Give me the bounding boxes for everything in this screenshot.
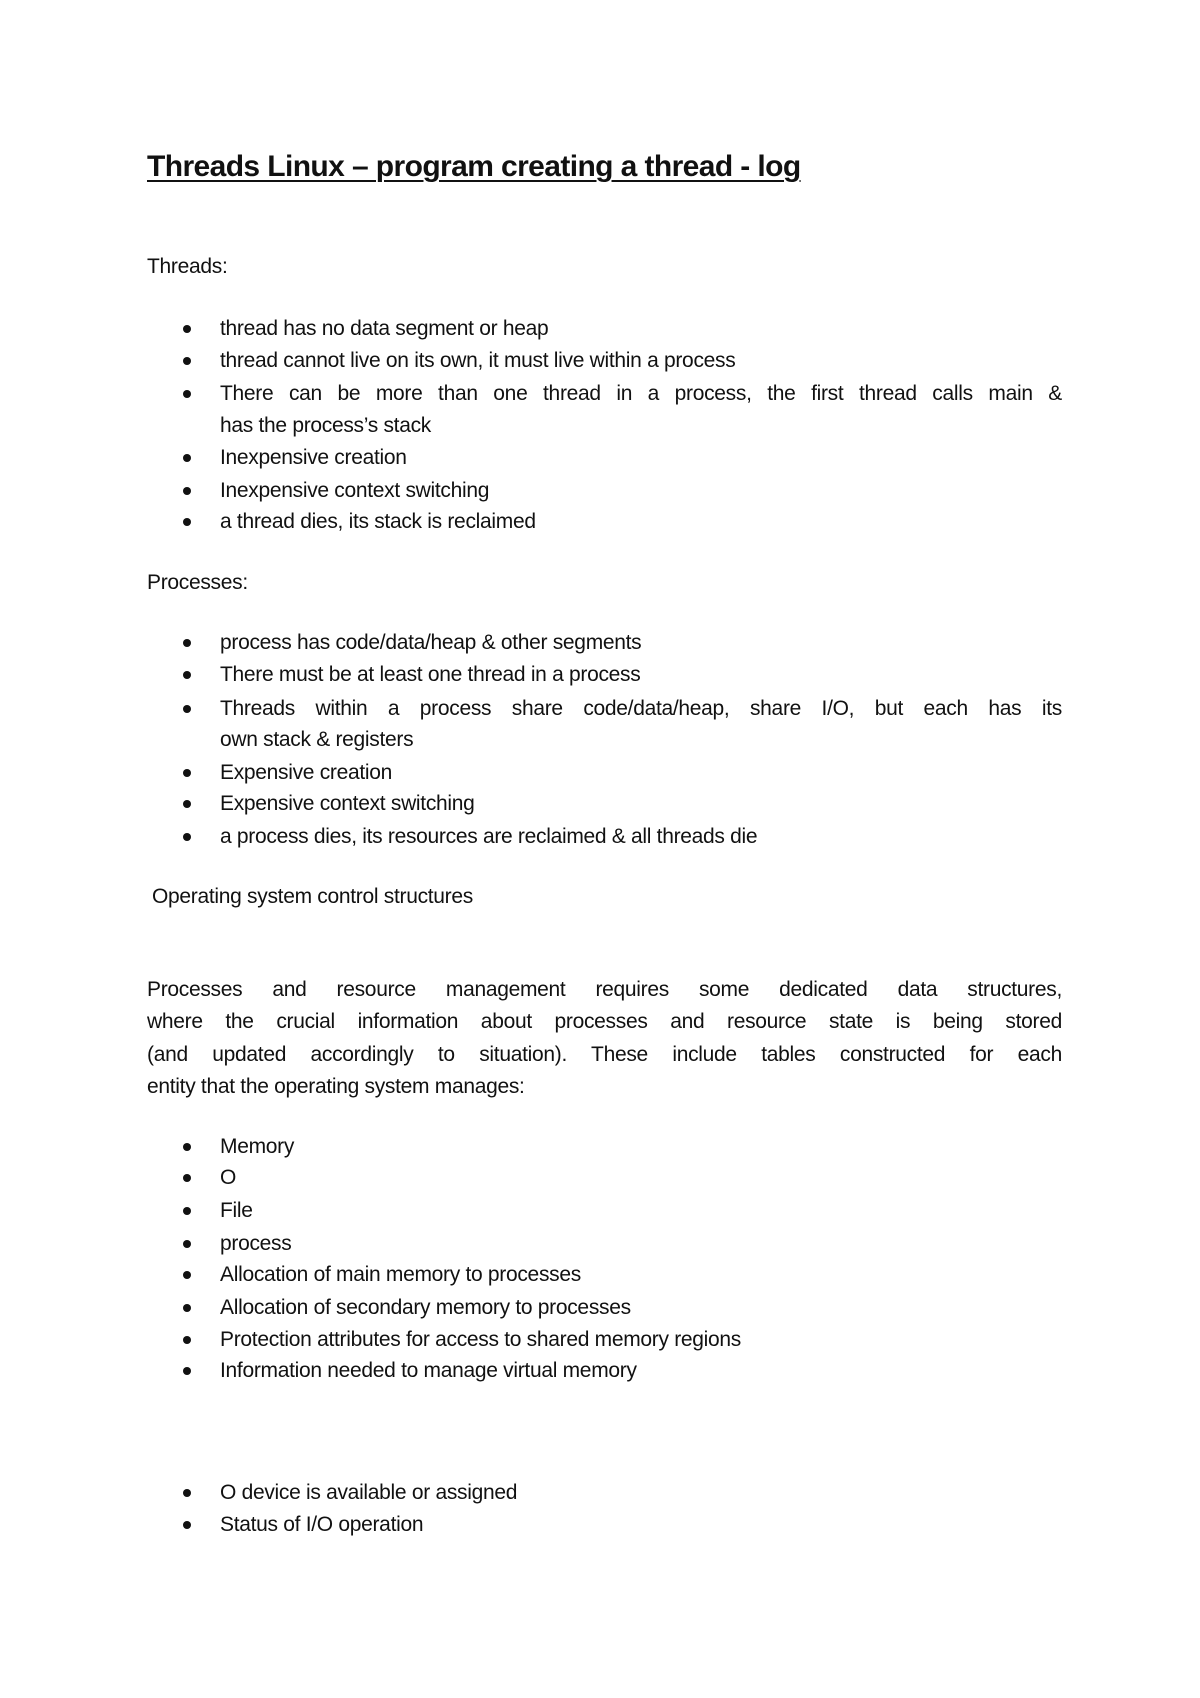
list-item: Allocation of main memory to processes — [220, 1263, 581, 1286]
list-item: Allocation of secondary memory to processes — [220, 1296, 631, 1319]
bullet-icon — [183, 769, 191, 777]
bullet-icon — [183, 325, 191, 333]
list-item: Status of I/O operation — [220, 1513, 424, 1536]
bullet-icon — [183, 1521, 191, 1529]
bullet-icon — [183, 1336, 191, 1344]
list-item: O device is available or assigned — [220, 1481, 518, 1504]
list-item: Inexpensive context switching — [220, 479, 490, 502]
list-item: process has code/data/heap & other segments — [220, 631, 642, 654]
list-item: Threads within a process share code/data/heap, share I/O, but each has its — [220, 697, 1062, 720]
bullet-icon — [183, 390, 191, 398]
list-item-continuation: own stack & registers — [220, 728, 414, 751]
bullet-icon — [183, 1271, 191, 1279]
paragraph-line: entity that the operating system manages: — [147, 1075, 525, 1098]
bullet-icon — [183, 1240, 191, 1248]
list-item: process — [220, 1232, 292, 1255]
bullet-icon — [183, 1489, 191, 1497]
list-item: O — [220, 1166, 237, 1189]
list-item: a process dies, its resources are reclaimed & all threads die — [220, 825, 758, 848]
bullet-icon — [183, 454, 191, 462]
list-item: Memory — [220, 1135, 295, 1158]
list-item-continuation: has the process’s stack — [220, 414, 431, 437]
list-item: File — [220, 1199, 253, 1222]
bullet-icon — [183, 671, 191, 679]
paragraph-line: where the crucial information about processes and resource state is being stored — [147, 1010, 1062, 1033]
bullet-icon — [183, 487, 191, 495]
bullet-icon — [183, 1143, 191, 1151]
list-item: thread cannot live on its own, it must live within a process — [220, 349, 736, 372]
list-item: Inexpensive creation — [220, 446, 407, 469]
bullet-icon — [183, 1367, 191, 1375]
list-item: There must be at least one thread in a process — [220, 663, 641, 686]
list-item: There can be more than one thread in a process, the first thread calls main & — [220, 382, 1062, 405]
paragraph-line: Processes and resource management requires some dedicated data structures, — [147, 978, 1062, 1001]
bullet-icon — [183, 800, 191, 808]
document-title: Threads Linux – program creating a thread - log — [147, 150, 801, 183]
section-heading-os-control-structures: Operating system control structures — [152, 885, 473, 908]
section-heading-threads: Threads: — [147, 255, 228, 278]
list-item: Expensive creation — [220, 761, 393, 784]
paragraph-line: (and updated accordingly to situation). These include tables constructed for each — [147, 1043, 1062, 1066]
bullet-icon — [183, 1304, 191, 1312]
bullet-icon — [183, 357, 191, 365]
bullet-icon — [183, 1174, 191, 1182]
list-item: Information needed to manage virtual memory — [220, 1359, 637, 1382]
bullet-icon — [183, 639, 191, 647]
list-item: thread has no data segment or heap — [220, 317, 549, 340]
list-item: Protection attributes for access to shared memory regions — [220, 1328, 741, 1351]
bullet-icon — [183, 518, 191, 526]
bullet-icon — [183, 705, 191, 713]
bullet-icon — [183, 833, 191, 841]
list-item: a thread dies, its stack is reclaimed — [220, 510, 536, 533]
bullet-icon — [183, 1207, 191, 1215]
section-heading-processes: Processes: — [147, 571, 248, 594]
list-item: Expensive context switching — [220, 792, 475, 815]
